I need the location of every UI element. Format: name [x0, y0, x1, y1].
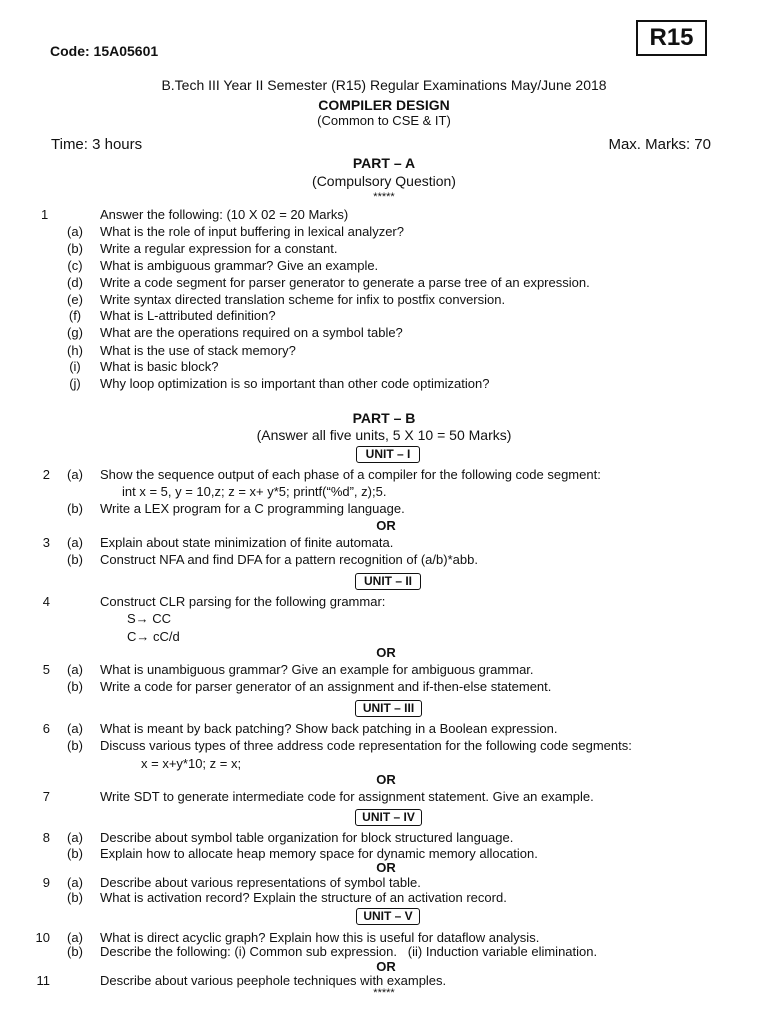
question-text: Construct NFA and find DFA for a pattern recognition of (a/b)*abb.: [100, 552, 478, 567]
item-text: Write a regular expression for a constant.: [100, 241, 338, 256]
question-number: 1: [41, 207, 49, 222]
item-label: (a): [67, 224, 83, 239]
item-label: (a): [67, 930, 83, 945]
question-text: Explain about state minimization of finite automata.: [100, 535, 394, 550]
question-text: What is unambiguous grammar? Give an example for ambiguous grammar.: [100, 662, 534, 677]
max-marks: Max. Marks: 70: [608, 136, 711, 153]
end-stars: *****: [373, 987, 395, 999]
item-text: Write syntax directed translation scheme for infix to postfix conversion.: [100, 292, 506, 307]
item-text: Write a code segment for parser generator to generate a parse tree of an expression.: [100, 275, 590, 290]
item-label: (g): [67, 325, 83, 340]
question-text: Write SDT to generate intermediate code for assignment statement. Give an example.: [100, 789, 594, 804]
item-label: (b): [67, 501, 83, 516]
subject-scope: (Common to CSE & IT): [317, 113, 451, 128]
item-label: (j): [69, 376, 81, 391]
unit-4-heading: UNIT – IV: [355, 809, 422, 826]
question-text: Write a code for parser generator of an assignment and if-then-else statement.: [100, 679, 552, 694]
question-text: Describe about symbol table organization for block structured language.: [100, 830, 514, 845]
question-text: Describe about various peephole techniques with examples.: [100, 973, 447, 988]
question-instruction: Answer the following: (10 X 02 = 20 Marks): [100, 207, 349, 222]
item-text: What is basic block?: [100, 359, 219, 374]
part-b-subtitle: (Answer all five units, 5 X 10 = 50 Marks): [256, 427, 512, 443]
unit-5-heading: UNIT – V: [356, 908, 420, 925]
part-a-title: PART – A: [352, 155, 416, 171]
item-label: (h): [67, 343, 83, 358]
subject-title: COMPILER DESIGN: [318, 97, 450, 113]
question-text: What is meant by back patching? Show back patching in a Boolean expression.: [100, 721, 558, 736]
or-separator: OR: [376, 772, 396, 787]
part-a-subtitle: (Compulsory Question): [312, 173, 456, 189]
item-label: (e): [67, 292, 83, 307]
question-number: 4: [42, 594, 50, 609]
question-text: Describe about various representations of symbol table.: [100, 875, 421, 890]
part-a-stars: *****: [373, 191, 395, 203]
question-number: 9: [42, 875, 50, 890]
question-text: Show the sequence output of each phase of a compiler for the following code segment:: [100, 467, 601, 482]
item-label: (d): [67, 275, 83, 290]
code-segment: x = x+y*10; z = x;: [141, 756, 242, 771]
item-label: (a): [67, 830, 83, 845]
item-label: (a): [67, 662, 83, 677]
unit-2-heading: UNIT – II: [355, 573, 421, 590]
item-label: (a): [67, 467, 83, 482]
item-label: (a): [67, 721, 83, 736]
item-text: What are the operations required on a symbol table?: [100, 325, 403, 340]
exam-duration: Time: 3 hours: [51, 136, 143, 153]
item-label: (b): [67, 890, 83, 905]
question-text: Discuss various types of three address code representation for the following code segments:: [100, 738, 632, 753]
question-number: 5: [42, 662, 50, 677]
unit-1-heading: UNIT – I: [356, 446, 420, 463]
item-label: (a): [67, 875, 83, 890]
subject-code: Code: 15A05601: [50, 43, 159, 59]
item-label: (b): [67, 241, 83, 256]
question-text: What is activation record? Explain the structure of an activation record.: [100, 890, 507, 905]
item-label: (b): [67, 679, 83, 694]
item-label: (b): [67, 738, 83, 753]
or-separator: OR: [376, 645, 396, 660]
question-text: Construct CLR parsing for the following grammar:: [100, 594, 386, 609]
question-number: 8: [42, 830, 50, 845]
or-separator: OR: [376, 518, 396, 533]
question-number: 6: [42, 721, 50, 736]
question-number: 7: [42, 789, 50, 804]
question-number: 2: [42, 467, 50, 482]
item-text: What is L-attributed definition?: [100, 308, 276, 323]
item-text: What is ambiguous grammar? Give an example.: [100, 258, 379, 273]
question-number: 11: [36, 973, 50, 988]
item-label: (b): [67, 846, 83, 861]
item-label: (a): [67, 535, 83, 550]
question-text: Explain how to allocate heap memory space for dynamic memory allocation.: [100, 846, 538, 861]
item-label: (b): [67, 944, 83, 959]
exam-title: B.Tech III Year II Semester (R15) Regular Examinations May/June 2018: [161, 77, 607, 93]
item-label: (i): [69, 359, 81, 374]
unit-3-heading: UNIT – III: [355, 700, 422, 717]
item-text: What is the role of input buffering in lexical analyzer?: [100, 224, 404, 239]
question-text: What is direct acyclic graph? Explain how this is useful for dataflow analysis.: [100, 930, 540, 945]
part-b-title: PART – B: [352, 410, 416, 426]
item-label: (f): [68, 308, 82, 323]
question-text: Describe the following: (i) Common sub expression. (ii) Induction variable elimination.: [100, 944, 598, 959]
or-separator: OR: [376, 959, 396, 974]
question-number: 10: [35, 930, 50, 945]
item-label: (b): [67, 552, 83, 567]
question-text: Write a LEX program for a C programming language.: [100, 501, 405, 516]
grammar-rule: S→ CC: [127, 611, 172, 626]
question-number: 3: [42, 535, 50, 550]
regulation-badge: R15: [636, 20, 707, 56]
code-segment: int x = 5, y = 10,z; z = x+ y*5; printf(“%d”, z);5.: [122, 484, 387, 499]
item-label: (c): [67, 258, 83, 273]
grammar-rule: C→ cC/d: [127, 629, 180, 644]
item-text: Why loop optimization is so important than other code optimization?: [100, 376, 490, 391]
item-text: What is the use of stack memory?: [100, 343, 296, 358]
or-separator: OR: [376, 860, 396, 875]
